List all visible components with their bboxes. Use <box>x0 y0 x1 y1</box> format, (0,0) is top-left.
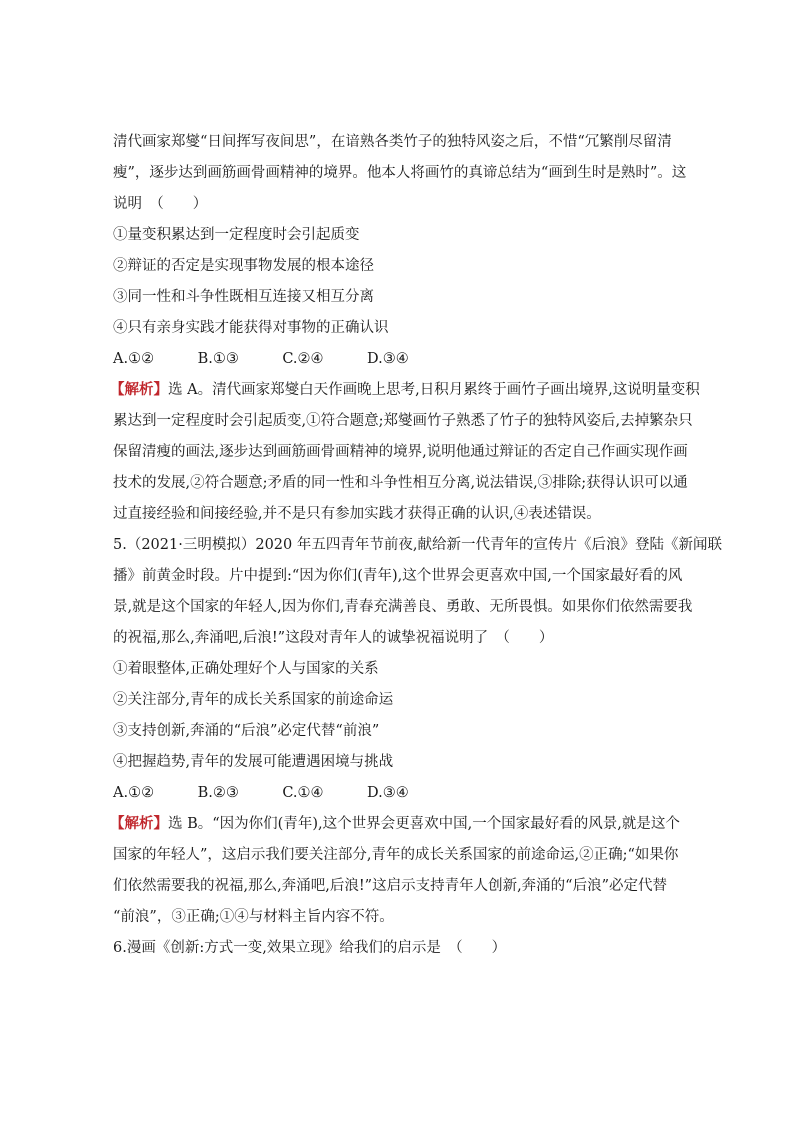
q5-stem-line-4: 的祝福,那么,奔涌吧,后浪!”这段对青年人的诚挚祝福说明了 （ ） <box>113 630 554 646</box>
q4-analysis-line-1 <box>110 380 700 400</box>
q5-analysis-line-2: 国家的年轻人”，这启示我们要关注部分,青年的成长关系国家的前途命运,②正确;“如果你 <box>113 847 679 863</box>
q4-choices: A.①② B.①③ C.②④ D.③④ <box>113 351 409 367</box>
q4-stem-line-2: 瘦”，逐步达到画筋画骨画精神的境界。他本人将画竹的真谛总结为“画到生时是熟时”。这 <box>113 165 687 181</box>
q4-analysis-line-3: 保留清瘦的画法,逐步达到画筋画骨画精神的境界,说明他通过辩证的否定自己作画实现作画 <box>113 444 688 460</box>
q4-stem-line-1: 清代画家郑燮“日间挥写夜间思”，在谙熟各类竹子的独特风姿之后，不惜“冗繁削尽留清 <box>113 134 672 150</box>
q5-stem-line-1: 5.（2021·三明模拟）2020 年五四青年节前夜,献给新一代青年的宣传片《后浪》登陆《新闻联 <box>113 537 722 553</box>
q4-analysis-line-4: 技术的发展,②符合题意;矛盾的同一性和斗争性相互分离,说法错误,③排除;获得认识可以通 <box>113 475 688 491</box>
q4-analysis-first-text: 选 A。清代画家郑燮白天作画晚上思考,日积月累终于画竹子画出境界,这说明量变积 <box>168 382 700 398</box>
q4-analysis-line-2: 累达到一定程度时会引起质变,①符合题意;郑燮画竹子熟悉了竹子的独特风姿后,去掉繁杂只 <box>113 413 693 429</box>
q4-analysis-line-5: 过直接经验和间接经验,并不是只有参加实践才获得正确的认识,④表述错误。 <box>113 506 601 522</box>
q5-choices: A.①② B.②③ C.①④ D.③④ <box>113 785 409 801</box>
q6-stem: 6.漫画《创新:方式一变,效果立现》给我们的启示是 （ ） <box>113 940 507 956</box>
q5-analysis-line-3: 们依然需要我的祝福,那么,奔涌吧,后浪!”这启示支持青年人创新,奔涌的“后浪”必定代替 <box>113 878 667 894</box>
q5-analysis-line-1 <box>110 814 680 834</box>
q5-analysis-tag: 【解析】 <box>110 815 168 832</box>
q5-option-2: ②关注部分,青年的成长关系国家的前途命运 <box>113 692 394 708</box>
q4-option-3: ③同一性和斗争性既相互连接又相互分离 <box>113 289 374 305</box>
q5-analysis-first-text: 选 B。“因为你们(青年),这个世界会更喜欢中国,一个国家最好看的风景,就是这个 <box>168 816 680 832</box>
q4-stem-line-3: 说明 （ ） <box>113 196 208 212</box>
q5-stem-line-3: 景,就是这个国家的年轻人,因为你们,青春充满善良、勇敢、无所畏惧。如果你们依然需要我 <box>113 599 693 615</box>
q5-option-4: ④把握趋势,青年的发展可能遭遇困境与挑战 <box>113 754 394 770</box>
q5-option-3: ③支持创新,奔涌的“后浪”必定代替“前浪” <box>113 723 380 739</box>
q5-stem-line-2: 播》前黄金时段。片中提到:“因为你们(青年),这个世界会更喜欢中国,一个国家最好看的风 <box>113 568 683 584</box>
q4-option-4: ④只有亲身实践才能获得对事物的正确认识 <box>113 320 389 336</box>
q4-option-2: ②辩证的否定是实现事物发展的根本途径 <box>113 258 374 274</box>
q4-option-1: ①量变积累达到一定程度时会引起质变 <box>113 227 360 243</box>
q5-analysis-line-4: “前浪”，③正确;①④与材料主旨内容不符。 <box>113 909 394 925</box>
q5-option-1: ①着眼整体,正确处理好个人与国家的关系 <box>113 661 379 677</box>
q4-analysis-tag: 【解析】 <box>110 381 168 398</box>
